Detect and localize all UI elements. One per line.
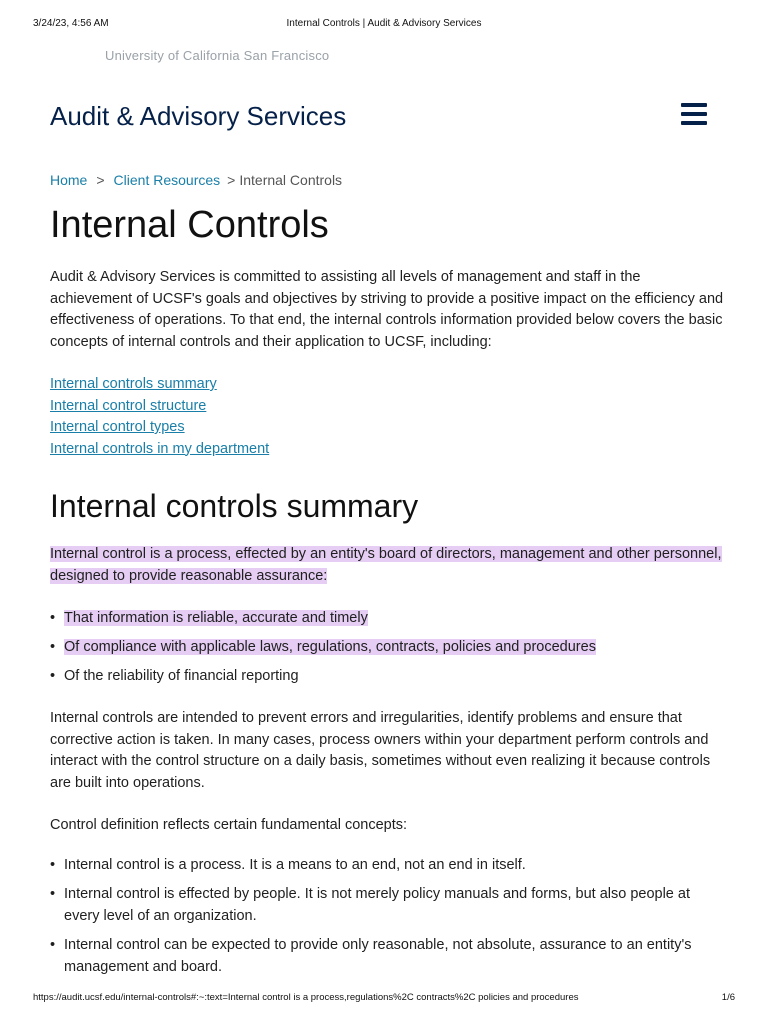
section-title: Internal controls summary bbox=[50, 488, 419, 524]
concepts-intro-paragraph: Control definition reflects certain fundamental concepts: bbox=[50, 817, 408, 833]
toc-link-summary[interactable]: Internal controls summary bbox=[50, 376, 217, 392]
page-title: Internal Controls bbox=[50, 204, 329, 246]
toc-link-structure[interactable]: Internal control structure bbox=[50, 397, 207, 414]
breadcrumb-separator: > bbox=[227, 172, 236, 188]
breadcrumb bbox=[50, 172, 342, 188]
university-link[interactable]: University of California San Francisco bbox=[105, 48, 330, 63]
breadcrumb-separator: > bbox=[96, 172, 105, 188]
hamburger-menu-icon[interactable] bbox=[681, 103, 707, 125]
list-item: • Internal control is a process. It is a means to an end, not an end in itself. bbox=[50, 854, 725, 876]
print-url: https://audit.ucsf.edu/internal-controls#:~:text=Internal control is a process,regulations%2C contracts%2C policies and procedures bbox=[33, 992, 579, 1003]
print-page-title: Internal Controls | Audit & Advisory Services bbox=[286, 18, 482, 29]
toc-link-types[interactable]: Internal control types bbox=[50, 419, 185, 435]
breadcrumb-current: Internal Controls bbox=[239, 172, 343, 188]
list-item bbox=[50, 636, 725, 658]
highlighted-text: That information is reliable, accurate and timely bbox=[64, 610, 368, 626]
print-timestamp: 3/24/23, 4:56 AM bbox=[33, 18, 109, 29]
toc-link-department[interactable]: Internal controls in my department bbox=[50, 440, 270, 457]
controls-purpose-paragraph: Internal controls are intended to prevent errors and irregularities, identify problems and ensure that corrective action is taken. In many cases, process owners within your department perform controls and interact with the control structure on a daily basis, sometimes without even realizing it because controls are built into operations. bbox=[50, 710, 711, 791]
list-item: • Internal control is effected by people. It is not merely policy manuals and forms, but also people at every level of an organization. bbox=[50, 883, 725, 927]
table-of-contents bbox=[50, 374, 725, 460]
highlighted-text: Of compliance with applicable laws, regulations, contracts, policies and procedures bbox=[64, 639, 596, 655]
list-item: • Of the reliability of financial reporting bbox=[50, 665, 725, 687]
list-item bbox=[50, 607, 725, 629]
print-page-number: 1/6 bbox=[721, 992, 735, 1003]
breadcrumb-home-link[interactable]: Home bbox=[50, 172, 88, 188]
site-title[interactable]: Audit & Advisory Services bbox=[50, 101, 347, 131]
list-item: • Internal control can be expected to provide only reasonable, not absolute, assurance to an entity's management and board. bbox=[50, 934, 725, 978]
concepts-list bbox=[50, 854, 725, 985]
breadcrumb-client-resources-link[interactable]: Client Resources bbox=[113, 172, 221, 188]
intro-paragraph: Audit & Advisory Services is committed to assisting all levels of management and staff in the achievement of UCSF's goals and objectives by striving to provide a positive impact on the efficiency and effectiveness of operations. To that end, the internal controls information provided below covers the basic concepts of internal controls and their application to UCSF, including: bbox=[50, 269, 724, 350]
print-footer bbox=[33, 992, 735, 1006]
definition-paragraph bbox=[50, 544, 725, 587]
print-header bbox=[33, 18, 735, 32]
assurance-list bbox=[50, 607, 725, 694]
highlighted-text: Internal control is a process, effected by an entity's board of directors, management and other personnel, designed to provide reasonable assurance: bbox=[50, 546, 722, 584]
